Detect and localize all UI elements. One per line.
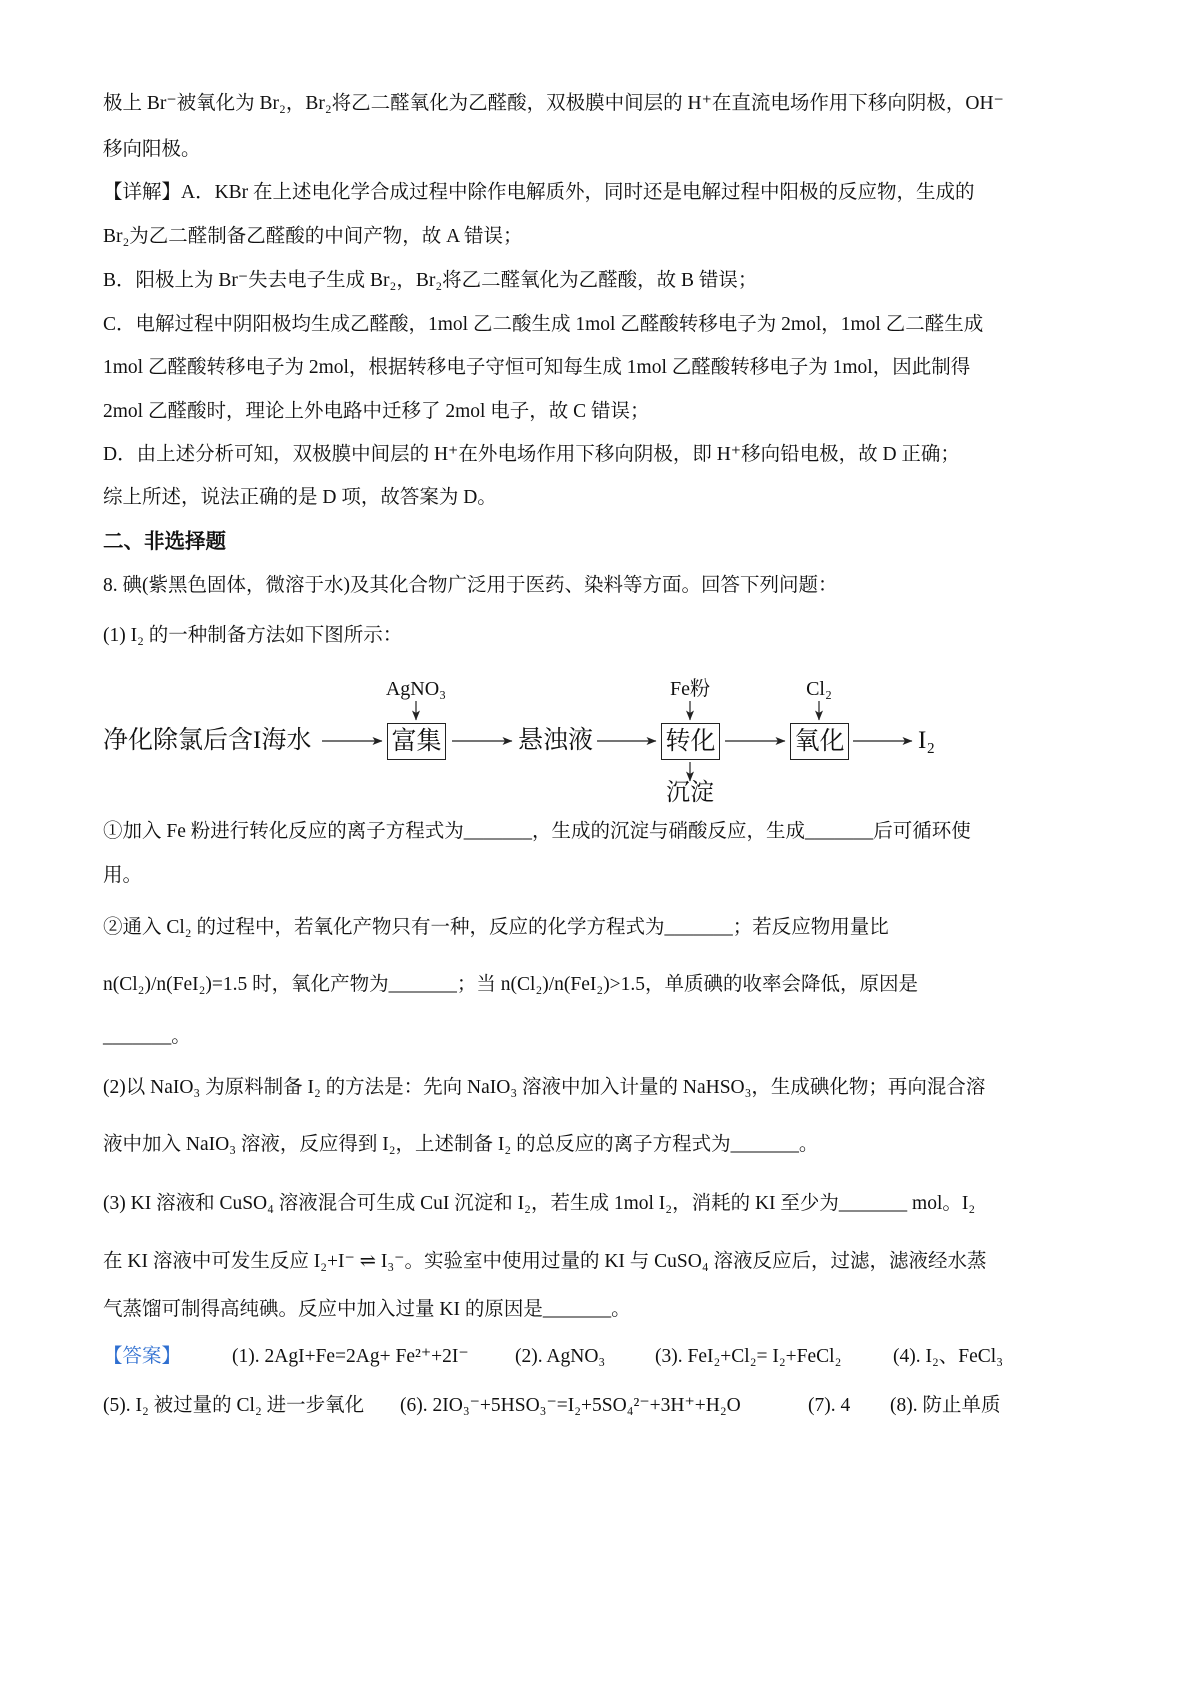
answer-item: (1). 2AgI+Fe=2Ag+ Fe²⁺+2I⁻ xyxy=(232,1346,469,1367)
answer-item: (3). FeI₂+Cl₂= I₂+FeCl₂ xyxy=(655,1346,842,1367)
answer-item: (6). 2IO₃⁻+5HSO₃⁻=I₂+5SO₄²⁻+3H⁺+H₂O xyxy=(400,1395,741,1416)
question-line: _______。 xyxy=(103,1026,191,1047)
explanation-line: D．由上述分析可知，双极膜中间层的 H⁺在外电场作用下移向阴极，即 H⁺移向铅电极，故 D 正确； xyxy=(103,444,960,465)
answer-item: (5). I₂ 被过量的 Cl₂ 进一步氧化 xyxy=(103,1395,365,1416)
answer-item: (2). AgNO₃ xyxy=(515,1346,606,1367)
answer-item: (7). 4 xyxy=(808,1395,851,1416)
flowchart-reagent-cl2: Cl₂ xyxy=(806,678,832,700)
question-line: n(Cl₂)/n(FeI₂)=1.5 时，氧化产物为_______；当 n(Cl₂)/n(FeI₂)>1.5，单质碘的收率会降低，原因是 xyxy=(103,974,919,995)
explanation-line: 移向阳极。 xyxy=(103,139,201,160)
explanation-line: 极上 Br⁻被氧化为 Br₂，Br₂将乙二醛氧化为乙醛酸，双极膜中间层的 H⁺在直流电场作用下移向阴极，OH⁻ xyxy=(103,93,1004,114)
question-line: (2)以 NaIO₃ 为原料制备 I₂ 的方法是：先向 NaIO₃ 溶液中加入计量的 NaHSO₃，生成碘化物；再向混合溶 xyxy=(103,1077,986,1098)
flowchart-reagent-fe: Fe粉 xyxy=(670,678,710,700)
answer-label: 【答案】 xyxy=(103,1346,182,1367)
explanation-line: Br₂为乙二醛制备乙醛酸的中间产物，故 A 错误； xyxy=(103,226,523,247)
explanation-line: 【详解】A．KBr 在上述电化学合成过程中除作电解质外，同时还是电解过程中阳极的反应物，生成的 xyxy=(103,182,975,203)
answer-item: (4). I₂、FeCl₃ xyxy=(893,1346,1004,1367)
question-line: (3) KI 溶液和 CuSO₄ 溶液混合可生成 CuI 沉淀和 I₂，若生成 1mol I₂，消耗的 KI 至少为_______ mol。I₂ xyxy=(103,1193,976,1214)
question-line: 气蒸馏可制得高纯碘。反应中加入过量 KI 的原因是_______。 xyxy=(103,1299,631,1320)
question-line: 用。 xyxy=(103,865,143,886)
explanation-line: 综上所述，说法正确的是 D 项，故答案为 D。 xyxy=(103,487,497,508)
explanation-line: B．阳极上为 Br⁻失去电子生成 Br₂，Br₂将乙二醛氧化为乙醛酸，故 B 错误； xyxy=(103,270,758,291)
answer-item: (8). 防止单质 xyxy=(890,1395,1001,1416)
flowchart-intermediate: 悬浊液 xyxy=(518,727,594,754)
question-line: ①加入 Fe 粉进行转化反应的离子方程式为_______，生成的沉淀与硝酸反应，生成_______后可循环使 xyxy=(103,821,971,842)
explanation-line: 2mol 乙醛酸时，理论上外电路中迁移了 2mol 电子，故 C 错误； xyxy=(103,401,650,422)
flowchart-box-convert: 转化 xyxy=(661,723,720,760)
flowchart-start: 净化除氯后含I海水 xyxy=(103,727,312,754)
question-line: 液中加入 NaIO₃ 溶液，反应得到 I₂，上述制备 I₂ 的总反应的离子方程式为_______。 xyxy=(103,1134,819,1155)
flowchart-byproduct: 沉淀 xyxy=(666,780,714,806)
flowchart-reagent-agno3: AgNO₃ xyxy=(385,678,447,700)
flowchart-box-enrich: 富集 xyxy=(387,723,446,760)
question-stem: 8. 碘(紫黑色固体，微溶于水)及其化合物广泛用于医药、染料等方面。回答下列问题： xyxy=(103,575,838,596)
flowchart-product: I₂ xyxy=(918,727,936,754)
part1-intro: (1) I₂ 的一种制备方法如下图所示： xyxy=(103,625,403,646)
question-line: 在 KI 溶液中可发生反应 I₂+I⁻ ⇌ I₃⁻。实验室中使用过量的 KI 与 CuSO₄ 溶液反应后，过滤，滤液经水蒸 xyxy=(103,1251,987,1272)
explanation-line: 1mol 乙醛酸转移电子为 2mol，根据转移电子守恒可知每生成 1mol 乙醛酸转移电子为 1mol，因此制得 xyxy=(103,357,971,378)
explanation-line: C．电解过程中阴阳极均生成乙醛酸，1mol 乙二酸生成 1mol 乙醛酸转移电子为 2mol，1mol 乙二醛生成 xyxy=(103,314,984,335)
question-line: ②通入 Cl₂ 的过程中，若氧化产物只有一种，反应的化学方程式为_______；若反应物用量比 xyxy=(103,917,889,938)
section-heading: 二、非选择题 xyxy=(103,531,226,553)
flowchart-box-oxidize: 氧化 xyxy=(790,723,849,760)
